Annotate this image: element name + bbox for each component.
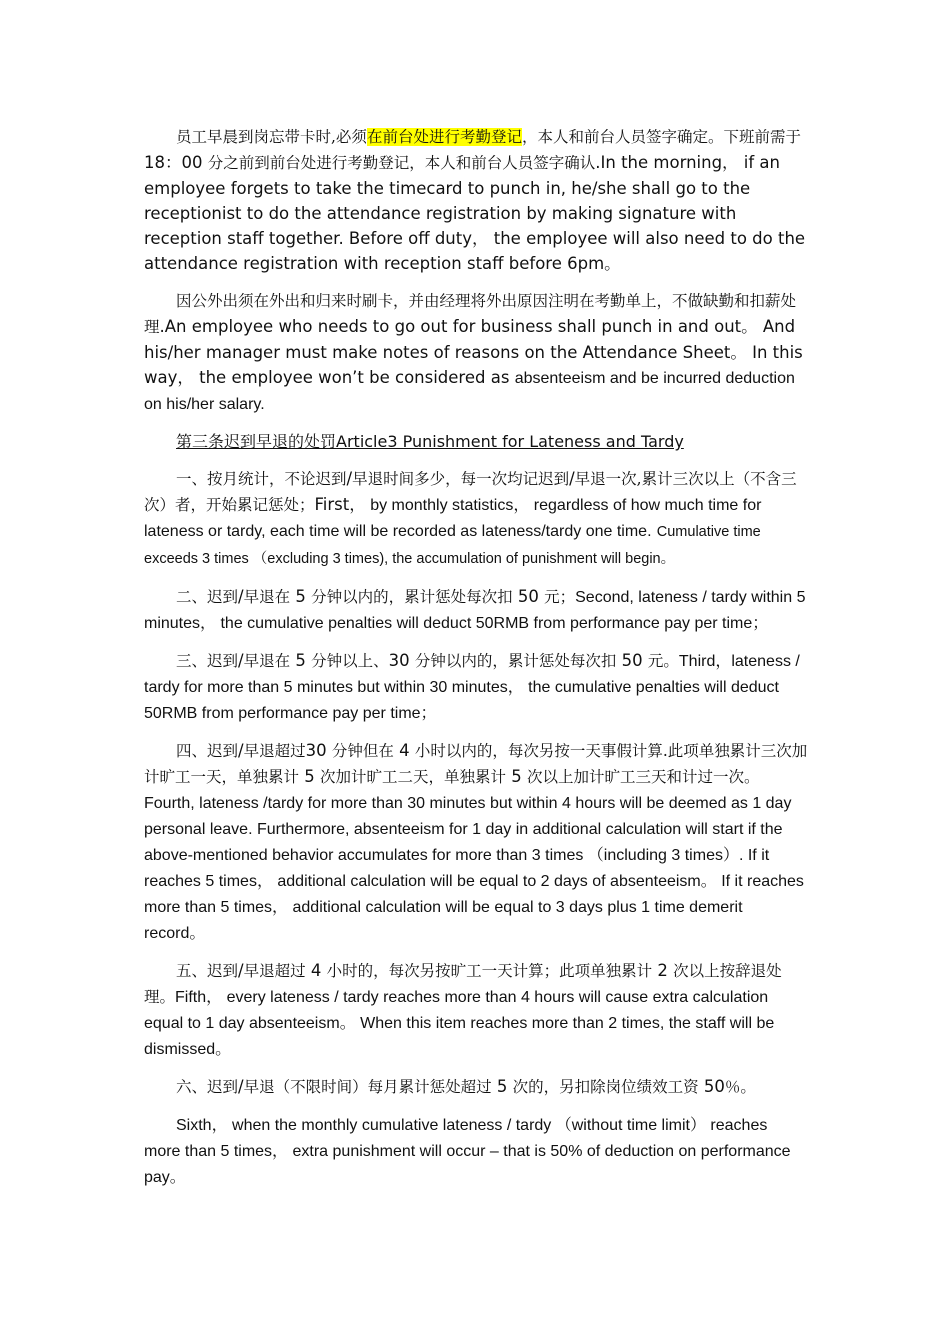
- document-page: [144, 124, 808, 1202]
- text-number: 5: [295, 651, 306, 670]
- text-number: 5: [304, 767, 315, 786]
- text-cn: 因公外出须在外出和归来时刷卡，并由经理将外出原因注明在考勤单上，不做缺勤和扣薪处理: [144, 292, 797, 336]
- text-number: 5: [295, 587, 306, 606]
- text-number: 30: [388, 651, 410, 670]
- paragraph-rule-4: [144, 738, 808, 946]
- text-slash: /: [569, 469, 575, 488]
- text-number: 50: [703, 1077, 725, 1096]
- text-en: Fifth， every lateness / tardy reaches more than 4 hours will cause extra calculation equal to 1 day absenteeism。 When this item reaches more than 2 times, the staff will be dismissed。: [144, 989, 775, 1058]
- text-en: .In the morning， if an employee forgets to take the timecard to punch in, he/she shall go to the receptionist to do the attendance registration by making signature with reception staff together. Before off duty， the employee will also need to do the attendance registration with reception staff before 6pm。: [144, 153, 806, 273]
- text-en: .An employee who needs to go out for business shall punch in and out。 And his/her manager must make notes of reasons on the Attendance Sheet。 In this way， the employee won’t be considered as: [144, 317, 803, 387]
- text-slash: /: [238, 1077, 244, 1096]
- text-cn: 次加计旷工二天，单独累计: [320, 768, 507, 786]
- text-cn: 分钟以内的，累计惩处每次扣: [414, 652, 617, 670]
- text-en-small: Cumulative time exceeds 3 times （excluding 3 times), the accumulation of punishment will begin。: [144, 524, 761, 567]
- text-cn: 元；: [544, 588, 576, 606]
- text-number: 5: [496, 1077, 508, 1096]
- text-number: 4: [310, 961, 322, 980]
- text-number: 4: [399, 741, 410, 760]
- text-cn: 分钟以内的，累计惩处每次扣: [311, 588, 513, 606]
- text-cn: 员工早晨到岗忘带卡时,必须: [176, 128, 367, 146]
- text-slash: /: [238, 587, 244, 606]
- text-number: 50: [517, 587, 539, 606]
- text-cn: 早退时间多少，每一次均记迟到: [352, 470, 570, 488]
- text-cn: 五、迟到: [176, 962, 239, 980]
- paragraph-rule-6: [144, 1074, 808, 1100]
- text-cn: 早退超过: [243, 962, 306, 980]
- text-cn: ，本人和前台人员签字确定。下班前需于: [521, 128, 801, 146]
- text-cn: 一、按月统计，不论迟到: [176, 470, 347, 488]
- text-en: Second, lateness / tardy within 5 minutes， the cumulative penalties will deduct 50RMB from performance pay per time；: [144, 589, 806, 632]
- text-cn: 元。: [647, 652, 679, 670]
- text-slash: /: [238, 741, 244, 760]
- text-en: by monthly statistics， regardless of how much time for lateness or tardy, each time will be recorded as lateness/tardy one time.: [144, 497, 762, 540]
- text-cn: 早退在: [243, 588, 291, 606]
- text-slash: /: [346, 469, 353, 488]
- text-cn: 二、迟到: [176, 588, 239, 606]
- text-cn: 次以上按辞退处理。: [144, 962, 782, 1006]
- paragraph-business-out: [144, 288, 808, 417]
- text-number: 50: [621, 651, 643, 670]
- heading-cn: 第三条迟到早退的处罚: [176, 432, 337, 451]
- text-cn: 次的，另扣除岗位绩效工资: [512, 1078, 699, 1096]
- paragraph-rule-2: [144, 584, 808, 636]
- paragraph-rule-5: [144, 958, 808, 1062]
- text-time: 18：00: [144, 153, 203, 172]
- text-cn: 四、迟到: [176, 742, 239, 760]
- text-cn: 分钟但在: [331, 742, 394, 760]
- highlighted-text: 在前台处进行考勤登记: [366, 128, 522, 146]
- text-cn: 早退超过: [243, 742, 306, 760]
- text-cn: 分之前到前台处进行考勤登记，本人和前台人员签字确认: [207, 154, 596, 172]
- paragraph-rule-3: [144, 648, 808, 726]
- paragraph-rule-6-english: [144, 1112, 808, 1190]
- paragraph-forgot-card: [144, 124, 808, 276]
- text-cn: ,累计三次以上（不含三次）者，开始累记惩处；: [144, 470, 797, 514]
- paragraph-rule-1: [144, 466, 808, 572]
- text-cn: ％。: [724, 1078, 756, 1096]
- text-en: Third，lateness / tardy for more than 5 minutes but within 30 minutes， the cumulative penalties will deduct 50RMB from performance pay per time；: [144, 653, 800, 722]
- text-en: absenteeism and be incurred deduction on his/her salary.: [144, 370, 795, 413]
- text-cn: .此项单独累计三次加计旷工一天，单独累计: [144, 742, 808, 786]
- text-number: 30: [305, 741, 327, 760]
- text-cn: 分钟以上、: [311, 652, 389, 670]
- text-cn: 早退一次: [574, 470, 637, 488]
- text-cn: 次以上加计旷工三天和计过一次。: [527, 768, 760, 786]
- text-en: Sixth， when the monthly cumulative lateness / tardy （without time limit） reaches more than 5 times， extra punishment will occur – that is 50% of deduction on performance pay。: [144, 1117, 791, 1186]
- text-cn: 早退在: [243, 652, 291, 670]
- heading-en: Article3 Punishment for Lateness and Tardy: [336, 432, 684, 451]
- text-cn: 小时的，每次另按旷工一天计算；此项单独累计: [326, 962, 653, 980]
- text-slash: /: [238, 651, 244, 670]
- section-heading: [144, 429, 808, 454]
- text-en: First，: [314, 495, 366, 514]
- text-cn: 小时以内的，每次另按一天事假计算: [414, 742, 663, 760]
- text-number: 5: [511, 767, 522, 786]
- text-slash: /: [238, 961, 244, 980]
- text-cn: 六、迟到: [176, 1078, 239, 1096]
- text-number: 2: [657, 961, 668, 980]
- text-cn: 三、迟到: [176, 652, 239, 670]
- text-en: Fourth, lateness /tardy for more than 30 minutes but within 4 hours will be deemed as 1 day personal leave. Furthermore, absenteeism for 1 day in additional calculation will start if the above-mentioned behavior accumulates for more than 3 times （including 3 times）. If it reaches 5 times， additional calculation will be equal to 2 days of absenteeism。 If it reaches more than 5 times， additional calculation will be equal to 3 days plus 1 time demerit record。: [144, 795, 804, 942]
- text-cn: 早退（不限时间）每月累计惩处超过: [243, 1078, 492, 1096]
